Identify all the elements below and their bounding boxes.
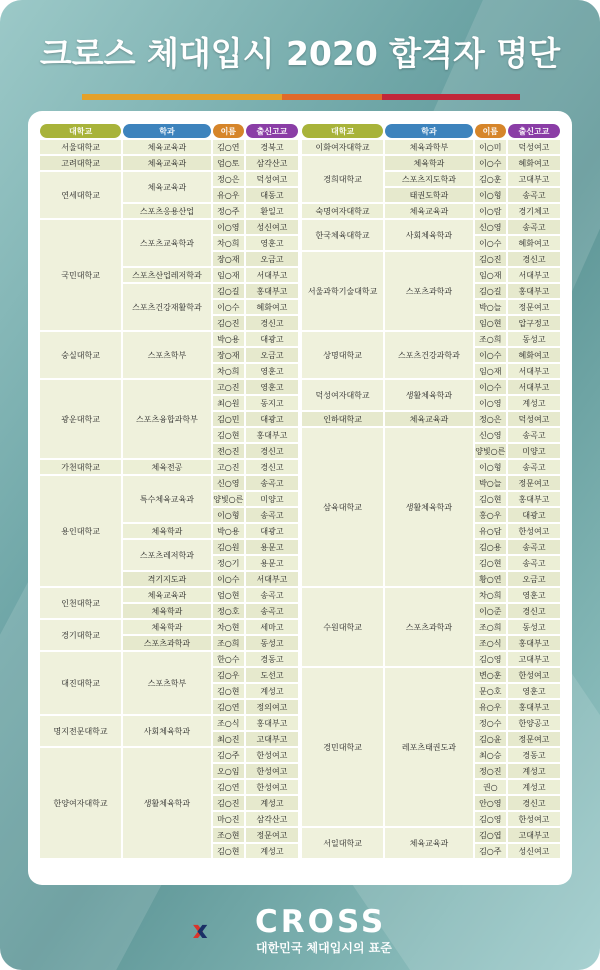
student-name-cell: 김○길 [213,284,244,298]
high-school-cell: 홍대부고 [246,284,298,298]
student-name-cell: 유○담 [475,524,506,538]
student-name-cell: 전○진 [213,444,244,458]
student-name-cell: 차○현 [213,620,244,634]
department-cell: 스포츠과학과 [385,588,472,666]
high-school-cell: 송곡고 [508,188,560,202]
student-name-cell: 임○재 [475,364,506,378]
header-high-school: 출신고교 [246,124,298,138]
university-cell: 국민대학교 [40,220,121,330]
student-name-cell: 김○훈 [475,172,506,186]
student-name-cell: 이○형 [475,460,506,474]
brand-tagline: 대한민국 체대입시의 표준 [256,941,392,955]
student-name-cell: 장○재 [213,252,244,266]
high-school-cell: 서대부고 [508,380,560,394]
student-name-cell: 임○현 [475,316,506,330]
student-name-cell: 엄○현 [213,588,244,602]
table-row [40,620,298,634]
student-name-cell: 이○영 [213,220,244,234]
title-underline-red [382,94,520,100]
header-university: 대학교 [302,124,383,138]
admission-table-right [300,122,562,860]
student-name-cell: 마○진 [213,812,244,826]
high-school-cell: 영훈고 [508,588,560,602]
student-name-cell: 이○람 [475,204,506,218]
high-school-cell: 정의여고 [246,700,298,714]
university-cell: 상명대학교 [302,332,383,378]
student-name-cell: 신○영 [213,476,244,490]
high-school-cell: 대광고 [246,332,298,346]
high-school-cell: 혜화여고 [508,348,560,362]
high-school-cell: 송곡고 [246,476,298,490]
student-name-cell: 장○재 [213,348,244,362]
department-cell: 체육학과 [123,620,210,634]
student-name-cell: 이○수 [475,156,506,170]
department-cell: 스포츠과학과 [123,636,210,650]
university-cell: 인천대학교 [40,588,121,618]
high-school-cell: 서대부고 [508,364,560,378]
student-name-cell: 김○연 [213,140,244,154]
department-cell: 태권도학과 [385,188,472,202]
high-school-cell: 송곡고 [508,556,560,570]
high-school-cell: 홍대부고 [246,428,298,442]
university-cell: 서일대학교 [302,828,383,858]
high-school-cell: 홍대부고 [508,284,560,298]
department-cell: 생활체육학과 [123,748,210,858]
student-name-cell: 김○엽 [475,828,506,842]
high-school-cell: 혜화여고 [508,156,560,170]
high-school-cell: 송곡고 [508,220,560,234]
university-cell: 수원대학교 [302,588,383,666]
high-school-cell: 성신여고 [246,220,298,234]
table-row [302,428,560,442]
student-name-cell: 김○주 [213,748,244,762]
high-school-cell: 정문여고 [508,476,560,490]
department-cell: 체육학과 [385,156,472,170]
brand-name: CROSS [255,904,387,940]
high-school-cell: 홍대부고 [246,716,298,730]
student-name-cell: 박○늘 [475,476,506,490]
department-cell: 체육과학부 [385,140,472,154]
table-row [40,380,298,394]
high-school-cell: 영훈고 [246,236,298,250]
student-name-cell: 고○진 [213,380,244,394]
student-name-cell: 오○임 [213,764,244,778]
student-name-cell: 문○호 [475,684,506,698]
department-cell: 스포츠레저학과 [123,540,210,570]
header-department: 학과 [385,124,472,138]
high-school-cell: 대광고 [508,508,560,522]
high-school-cell: 계성고 [246,796,298,810]
student-name-cell: 이○미 [475,140,506,154]
department-cell: 체육교육과 [123,156,210,170]
student-name-cell: 조○현 [213,828,244,842]
student-name-cell: 김○현 [475,556,506,570]
high-school-cell: 경신고 [508,252,560,266]
table-row [40,156,298,170]
high-school-cell: 대동고 [246,188,298,202]
department-cell: 스포츠산업레저학과 [123,268,210,282]
high-school-cell: 덕성여고 [508,140,560,154]
high-school-cell: 한성여고 [508,812,560,826]
title-underline-orange [282,94,382,100]
student-name-cell: 정○수 [475,716,506,730]
student-name-cell: 김○윤 [475,732,506,746]
high-school-cell: 고대부고 [508,652,560,666]
high-school-cell: 고대부고 [508,828,560,842]
high-school-cell: 동성고 [246,636,298,650]
table-row [40,588,298,602]
student-name-cell: 김○연 [213,780,244,794]
student-name-cell: 박○늘 [475,300,506,314]
high-school-cell: 서대부고 [508,268,560,282]
student-name-cell: 조○희 [475,332,506,346]
department-cell: 스포츠지도학과 [385,172,472,186]
student-name-cell: 이○수 [213,300,244,314]
high-school-cell: 한성여고 [246,780,298,794]
high-school-cell: 송곡고 [246,604,298,618]
high-school-cell: 정문여고 [508,732,560,746]
table-row [40,140,298,154]
header-name: 이름 [475,124,506,138]
high-school-cell: 송곡고 [508,540,560,554]
student-name-cell: 정○은 [475,412,506,426]
high-school-cell: 경신고 [246,444,298,458]
table-row [302,140,560,154]
department-cell: 체육교육과 [385,204,472,218]
student-name-cell: 임○재 [475,268,506,282]
student-name-cell: 엄○토 [213,156,244,170]
department-cell: 생활체육학과 [385,428,472,586]
admission-table-left [38,122,300,860]
high-school-cell: 오금고 [246,252,298,266]
student-name-cell: 임○재 [213,268,244,282]
university-cell: 숙명여자대학교 [302,204,383,218]
high-school-cell: 계성고 [508,780,560,794]
student-name-cell: 차○희 [213,364,244,378]
high-school-cell: 삼각산고 [246,156,298,170]
university-cell: 서울대학교 [40,140,121,154]
high-school-cell: 송곡고 [246,508,298,522]
student-name-cell: 김○진 [213,316,244,330]
department-cell: 체육교육과 [123,172,210,202]
table-row [302,332,560,346]
table-row [40,220,298,234]
student-name-cell: 김○현 [475,492,506,506]
high-school-cell: 환일고 [246,204,298,218]
university-cell: 용인대학교 [40,476,121,586]
student-name-cell: 변○훈 [475,668,506,682]
high-school-cell: 도선고 [246,668,298,682]
department-cell: 사회체육학과 [385,220,472,250]
high-school-cell: 계성고 [246,684,298,698]
student-name-cell: 김○진 [213,796,244,810]
high-school-cell: 송곡고 [246,588,298,602]
student-name-cell: 김○길 [475,284,506,298]
student-name-cell: 조○식 [475,636,506,650]
high-school-cell: 덕성여고 [246,172,298,186]
university-cell: 삼육대학교 [302,428,383,586]
university-cell: 고려대학교 [40,156,121,170]
high-school-cell: 계성고 [508,764,560,778]
student-name-cell: 이○형 [475,188,506,202]
university-cell: 덕성여자대학교 [302,380,383,410]
high-school-cell: 계성고 [508,396,560,410]
department-cell: 스포츠건강재활학과 [123,284,210,330]
department-cell: 체육교육과 [123,140,210,154]
student-name-cell: 정○은 [213,172,244,186]
student-name-cell: 한○수 [213,652,244,666]
high-school-cell: 경동고 [246,652,298,666]
student-name-cell: 정○진 [475,764,506,778]
cross-logo-icon [192,903,252,961]
high-school-cell: 경신고 [246,460,298,474]
high-school-cell: 세마고 [246,620,298,634]
high-school-cell: 정문여고 [508,300,560,314]
student-name-cell: 이○수 [475,236,506,250]
student-name-cell: 차○희 [213,236,244,250]
student-name-cell: 황○연 [475,572,506,586]
table-row [302,380,560,394]
student-name-cell: 조○희 [475,620,506,634]
high-school-cell: 고대부고 [246,732,298,746]
university-cell: 경희대학교 [302,156,383,202]
table-row [40,460,298,474]
student-name-cell: 최○진 [213,732,244,746]
student-name-cell: 김○현 [213,684,244,698]
table-row [40,748,298,762]
table-row [302,220,560,234]
department-cell: 사회체육학과 [123,716,210,746]
table-row [302,156,560,170]
high-school-cell: 경기체고 [508,204,560,218]
poster-title: 크로스 체대입시 2020 합격자 명단 [39,34,561,73]
student-name-cell: 이○수 [475,348,506,362]
table-row [302,252,560,266]
high-school-cell: 송곡고 [508,460,560,474]
table-row [40,476,298,490]
department-cell: 스포츠융합과학부 [123,380,210,458]
high-school-cell: 홍대부고 [508,636,560,650]
university-cell: 광운대학교 [40,380,121,458]
student-name-cell: 신○영 [475,428,506,442]
high-school-cell: 혜화여고 [508,236,560,250]
high-school-cell: 성신여고 [508,844,560,858]
university-cell: 한양여자대학교 [40,748,121,858]
high-school-cell: 대광고 [246,412,298,426]
high-school-cell: 송곡고 [508,428,560,442]
high-school-cell: 한성여고 [246,764,298,778]
student-name-cell: 김○원 [213,540,244,554]
student-name-cell: 박○용 [213,332,244,346]
high-school-cell: 한양공고 [508,716,560,730]
university-cell: 명지전문대학교 [40,716,121,746]
high-school-cell: 동성고 [508,620,560,634]
student-name-cell: 정○기 [213,556,244,570]
student-name-cell: 조○희 [213,636,244,650]
student-name-cell: 김○민 [213,412,244,426]
university-cell: 대진대학교 [40,652,121,714]
student-name-cell: 최○원 [213,396,244,410]
high-school-cell: 미양고 [246,492,298,506]
department-cell: 체육교육과 [385,828,472,858]
student-name-cell: 차○희 [475,588,506,602]
table-row [302,588,560,602]
department-cell: 체육교육과 [123,588,210,602]
high-school-cell: 삼각산고 [246,812,298,826]
high-school-cell: 정문여고 [246,828,298,842]
high-school-cell: 동성고 [508,332,560,346]
student-name-cell: 고○진 [213,460,244,474]
department-cell: 체육학과 [123,604,210,618]
student-name-cell: 김○우 [213,668,244,682]
high-school-cell: 경북고 [246,140,298,154]
student-name-cell: 김○연 [213,700,244,714]
university-cell: 연세대학교 [40,172,121,218]
high-school-cell: 용문고 [246,556,298,570]
department-cell: 레포츠태권도과 [385,668,472,826]
high-school-cell: 경동고 [508,748,560,762]
department-cell: 스포츠학부 [123,652,210,714]
department-cell: 체육학과 [123,524,210,538]
high-school-cell: 용문고 [246,540,298,554]
university-cell: 이화여자대학교 [302,140,383,154]
student-name-cell: 김○현 [213,844,244,858]
table-row [40,716,298,730]
high-school-cell: 경신고 [246,316,298,330]
table-row [302,668,560,682]
high-school-cell: 동지고 [246,396,298,410]
student-name-cell: 권○ [475,780,506,794]
header-high-school: 출신고교 [508,124,560,138]
header-university: 대학교 [40,124,121,138]
high-school-cell: 압구정고 [508,316,560,330]
department-cell: 격기지도과 [123,572,210,586]
high-school-cell: 오금고 [508,572,560,586]
student-name-cell: 김○영 [475,652,506,666]
student-name-cell: 김○진 [475,252,506,266]
table-row [40,652,298,666]
high-school-cell: 고대부고 [508,172,560,186]
student-name-cell: 정○호 [213,604,244,618]
department-cell: 스포츠교육학과 [123,220,210,266]
university-cell: 가천대학교 [40,460,121,474]
high-school-cell: 홍대부고 [508,700,560,714]
high-school-cell: 미양고 [508,444,560,458]
high-school-cell: 홍대부고 [508,492,560,506]
high-school-cell: 영훈고 [246,364,298,378]
university-cell: 숭실대학교 [40,332,121,378]
department-cell: 스포츠학부 [123,332,210,378]
university-cell: 경기대학교 [40,620,121,650]
student-name-cell: 양빛○른 [475,444,506,458]
table-row [302,412,560,426]
student-name-cell: 홍○우 [475,508,506,522]
high-school-cell: 한성여고 [508,524,560,538]
high-school-cell: 오금고 [246,348,298,362]
header-name: 이름 [213,124,244,138]
student-name-cell: 김○주 [475,844,506,858]
high-school-cell: 서대부고 [246,268,298,282]
student-name-cell: 최○승 [475,748,506,762]
high-school-cell: 경신고 [508,604,560,618]
student-name-cell: 박○용 [213,524,244,538]
high-school-cell: 한성여고 [246,748,298,762]
student-name-cell: 이○영 [475,396,506,410]
table-row [40,172,298,186]
student-name-cell: 이○수 [475,380,506,394]
university-cell: 경민대학교 [302,668,383,826]
high-school-cell: 서대부고 [246,572,298,586]
header-department: 학과 [123,124,210,138]
student-name-cell: 김○영 [475,812,506,826]
department-cell: 특수체육교육과 [123,476,210,522]
department-cell: 스포츠건강과학과 [385,332,472,378]
high-school-cell: 영훈고 [508,684,560,698]
department-cell: 생활체육학과 [385,380,472,410]
student-name-cell: 김○용 [475,540,506,554]
high-school-cell: 영훈고 [246,380,298,394]
table-row [302,204,560,218]
student-name-cell: 유○우 [475,700,506,714]
table-row [40,332,298,346]
student-name-cell: 김○현 [213,428,244,442]
university-cell: 한국체육대학교 [302,220,383,250]
high-school-cell: 계성고 [246,844,298,858]
department-cell: 체육교육과 [385,412,472,426]
student-name-cell: 이○준 [475,604,506,618]
high-school-cell: 한성여고 [508,668,560,682]
high-school-cell: 덕성여고 [508,412,560,426]
table-row [302,828,560,842]
university-cell: 서울과학기술대학교 [302,252,383,330]
high-school-cell: 대광고 [246,524,298,538]
title-underline-gold [82,94,282,100]
department-cell: 체육전공 [123,460,210,474]
high-school-cell: 경신고 [508,796,560,810]
department-cell: 스포츠응용산업 [123,204,210,218]
student-name-cell: 이○수 [213,572,244,586]
department-cell: 스포츠과학과 [385,252,472,330]
high-school-cell: 혜화여고 [246,300,298,314]
student-name-cell: 양빛○른 [213,492,244,506]
student-name-cell: 안○영 [475,796,506,810]
student-name-cell: 이○형 [213,508,244,522]
student-name-cell: 조○식 [213,716,244,730]
student-name-cell: 정○주 [213,204,244,218]
university-cell: 인하대학교 [302,412,383,426]
student-name-cell: 신○영 [475,220,506,234]
student-name-cell: 유○우 [213,188,244,202]
